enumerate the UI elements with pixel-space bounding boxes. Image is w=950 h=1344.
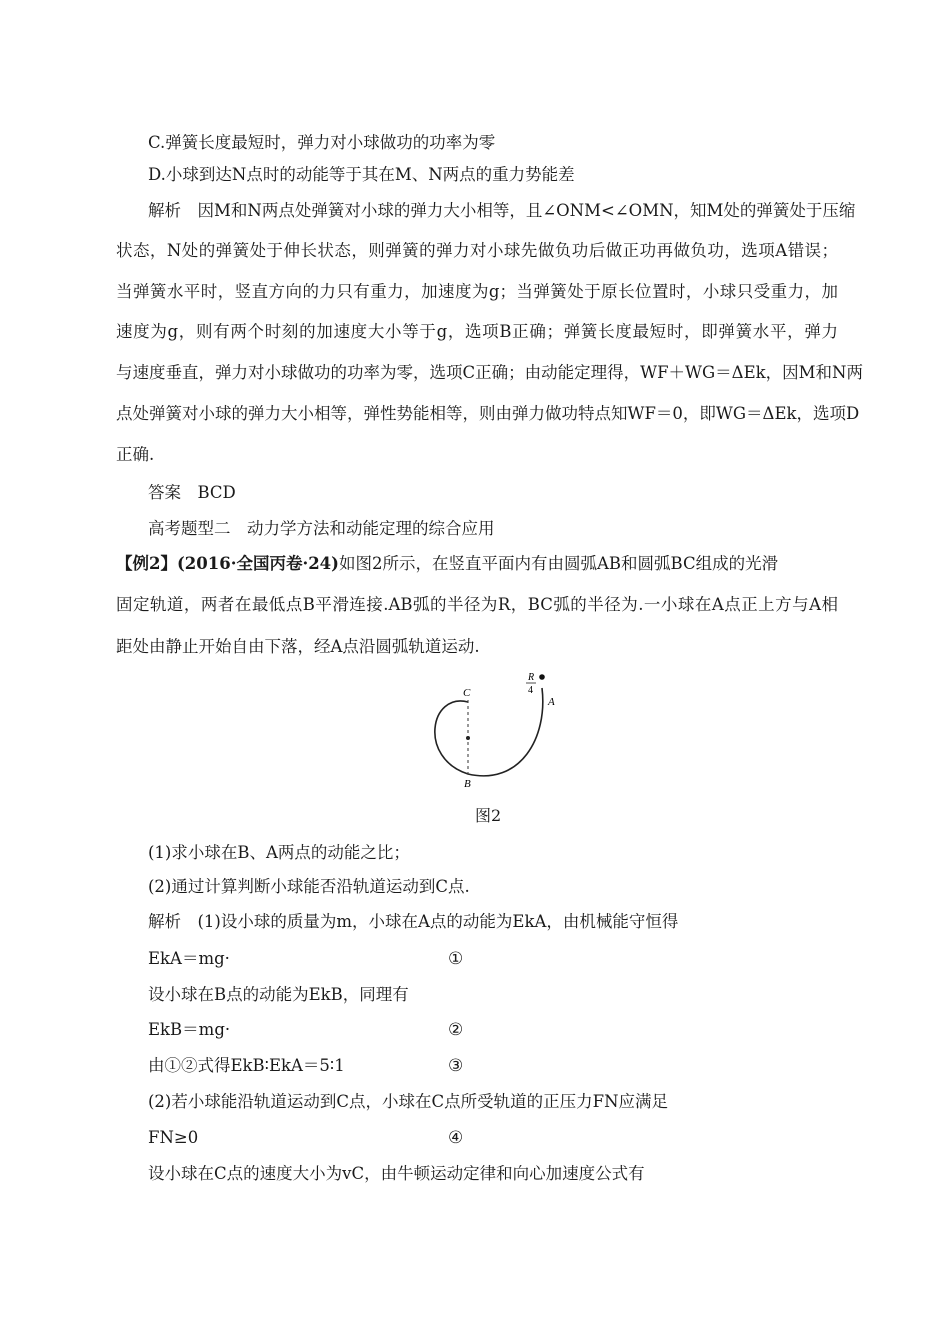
equation-2-number: ② bbox=[448, 1020, 464, 1040]
analysis-line-3: (2)若小球能沿轨道运动到C点，小球在C点所受轨道的正压力FN应满足 bbox=[148, 1092, 669, 1111]
question-2: (2)通过计算判断小球能否沿轨道运动到C点. bbox=[148, 877, 470, 896]
solution-line-1: 解析 因M和N两点处弹簧对小球的弹力大小相等，且∠ONM<∠OMN，知M处的弹簧处于压缩 bbox=[148, 201, 856, 220]
ball-dot bbox=[539, 674, 545, 680]
analysis-line-4: 设小球在C点的速度大小为vC，由牛顿运动定律和向心加速度公式有 bbox=[148, 1164, 645, 1183]
label-a: A bbox=[548, 696, 555, 708]
example-source: (2016·全国丙卷·24) bbox=[176, 554, 339, 573]
figure-caption: 图2 bbox=[475, 806, 502, 825]
equation-1-number: ① bbox=[448, 949, 464, 969]
option-c: C.弹簧长度最短时，弹力对小球做功的功率为零 bbox=[148, 133, 496, 152]
label-r: R bbox=[528, 672, 535, 683]
analysis-line-1: 解析 (1)设小球的质量为m，小球在A点的动能为EkA，由机械能守恒得 bbox=[148, 912, 679, 931]
track-curve bbox=[435, 688, 543, 776]
solution-line-7: 正确. bbox=[116, 445, 155, 464]
equation-4-number: ④ bbox=[448, 1128, 464, 1148]
center-dot bbox=[466, 736, 470, 740]
label-4: 4 bbox=[528, 685, 533, 696]
question-1: (1)求小球在B、A两点的动能之比； bbox=[148, 843, 410, 862]
equation-3: 由①②式得EkB∶EkA＝5∶1 bbox=[148, 1056, 345, 1075]
solution-line-4: 速度为g，则有两个时刻的加速度大小等于g，选项B正确；弹簧长度最短时，即弹簧水平，弹力 bbox=[116, 322, 838, 341]
equation-1: EkA＝mg· bbox=[148, 949, 230, 968]
example-line-2: 固定轨道，两者在最低点B平滑连接.AB弧的半径为R，BC弧的半径为.一小球在A点正上方与A相 bbox=[116, 595, 838, 614]
equation-3-number: ③ bbox=[448, 1056, 464, 1076]
example-line-3: 距处由静止开始自由下落，经A点沿圆弧轨道运动. bbox=[116, 637, 480, 656]
analysis-line-2: 设小球在B点的动能为EkB，同理有 bbox=[148, 985, 409, 1004]
label-c: C bbox=[463, 687, 471, 699]
solution-line-3: 当弹簧水平时，竖直方向的力只有重力，加速度为g；当弹簧处于原长位置时，小球只受重力，加 bbox=[116, 282, 838, 301]
label-b: B bbox=[464, 778, 471, 788]
example-tag: 【例2】 bbox=[116, 554, 177, 573]
track-figure bbox=[420, 668, 570, 788]
example-text-1: 如图2所示，在竖直平面内有由圆弧AB和圆弧BC组成的光滑 bbox=[338, 554, 779, 573]
option-d: D.小球到达N点时的动能等于其在M、N两点的重力势能差 bbox=[148, 165, 575, 184]
equation-4: FN≥0 bbox=[148, 1128, 199, 1147]
solution-line-6: 点处弹簧对小球的弹力大小相等，弹性势能相等，则由弹力做功特点知WF＝0，即WG＝ΔEk，选项D bbox=[116, 404, 860, 423]
solution-line-5: 与速度垂直，弹力对小球做功的功率为零，选项C正确；由动能定理得，WF＋WG＝ΔEk，因M和N两 bbox=[116, 363, 863, 382]
example-line-1 bbox=[116, 553, 838, 575]
solution-line-2: 状态，N处的弹簧处于伸长状态，则弹簧的弹力对小球先做负功后做正功再做负功，选项A错误； bbox=[116, 241, 838, 260]
section-heading: 高考题型二 动力学方法和动能定理的综合应用 bbox=[148, 519, 495, 538]
equation-2: EkB＝mg· bbox=[148, 1020, 231, 1039]
answer: 答案 BCD bbox=[148, 483, 236, 502]
